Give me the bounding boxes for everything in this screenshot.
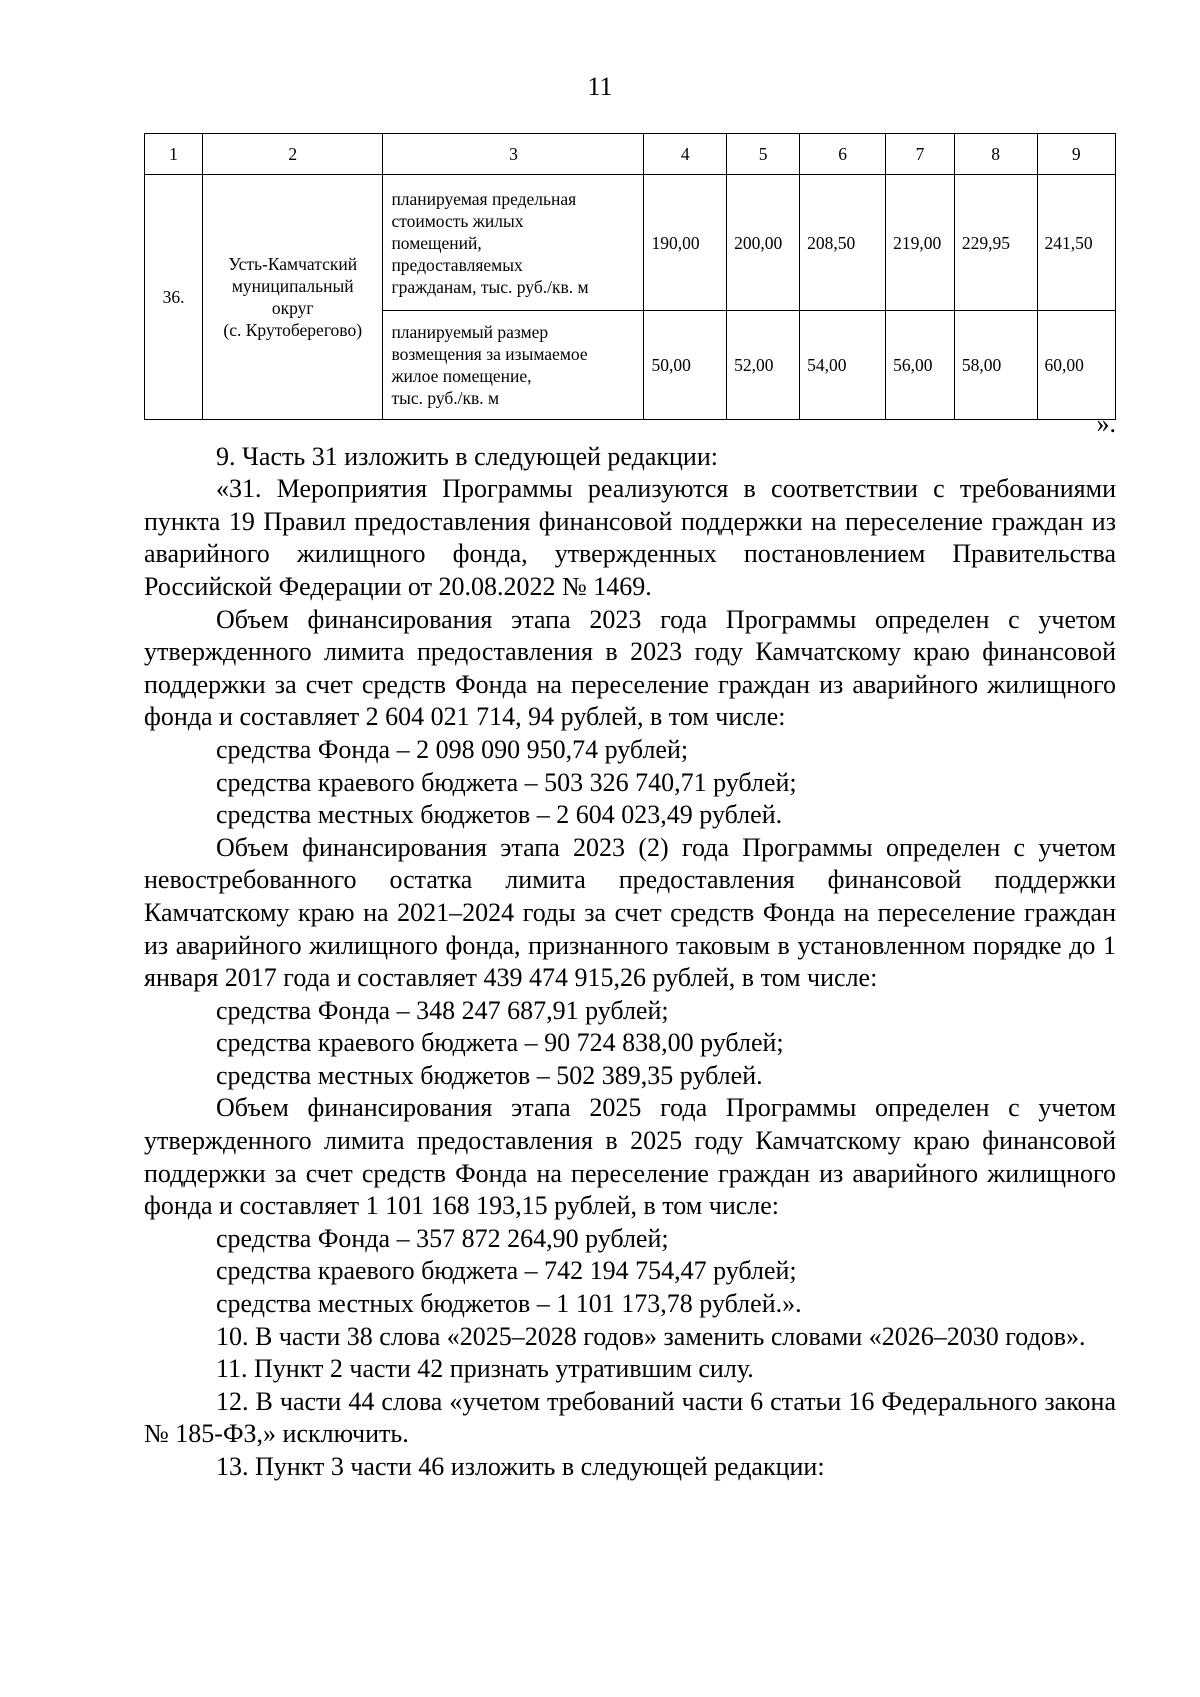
page-number: 11	[587, 72, 613, 101]
value-cell: 208,50	[800, 175, 886, 311]
header-cell: 7	[886, 134, 955, 175]
header-cell: 8	[954, 134, 1037, 175]
funding-item: средства Фонда – 2 098 090 950,74 рублей;	[216, 734, 689, 764]
description-line: предоставляемых	[391, 254, 523, 275]
funding-item: средства местных бюджетов – 1 101 173,78 рублей.».	[216, 1289, 802, 1319]
funding-item: средства Фонда – 357 872 264,90 рублей;	[216, 1223, 669, 1253]
value-cell: 241,50	[1037, 175, 1115, 311]
municipality-line: округ	[271, 298, 314, 318]
value-cell: 200,00	[727, 175, 800, 311]
municipality-line: (с. Крутоберегово)	[223, 320, 363, 340]
indicator-description	[383, 311, 644, 420]
funding-item: средства Фонда – 348 247 687,91 рублей;	[216, 995, 669, 1025]
value-cell: 52,00	[727, 311, 800, 420]
description-line: планируемый размер	[391, 322, 549, 342]
paragraph-9: 9. Часть 31 изложить в следующей редакции:	[216, 441, 718, 471]
paragraph-12: 12. В части 44 слова «учетом требований части 6 статьи 16 Федерального закона № 185-ФЗ,» исключить.	[144, 1386, 1116, 1449]
program-table	[144, 133, 1116, 420]
paragraph-13: 13. Пункт 3 части 46 изложить в следующей редакции:	[216, 1452, 825, 1481]
paragraph-11: 11. Пункт 2 части 42 признать утратившим силу.	[216, 1354, 754, 1384]
paragraph-31: «31. Мероприятия Программы реализуются в соответствии с требованиями пункта 19 Правил предоставления финансовой поддержки на переселение граждан из аварийного жилищного фонда, утвержденных постановлением Правительства Российской Федерации от 20.08.2022 № 1469.	[144, 474, 1116, 601]
value-cell: 56,00	[886, 311, 955, 420]
description-line: стоимость жилых	[391, 210, 524, 231]
document-body	[144, 409, 1116, 1484]
paragraph-stage-2023: Объем финансирования этапа 2023 года Программы определен с учетом утвержденного лимита предоставления в 2023 году Камчатскому краю финансовой поддержки за счет средств Фонда на переселение граждан из аварийного жилищного фонда и составляет 2 604 021 714, 94 рублей, в том числе:	[144, 604, 1116, 732]
value-cell: 229,95	[954, 175, 1037, 311]
header-cell: 4	[644, 134, 727, 175]
header-cell: 1	[145, 134, 203, 175]
header-cell: 6	[800, 134, 886, 175]
row-number: 36.	[162, 287, 185, 307]
description-line: возмещения за изымаемое	[391, 344, 588, 364]
value-cell: 50,00	[644, 311, 727, 420]
header-cell: 2	[203, 134, 383, 175]
paragraph-stage-2025: Объем финансирования этапа 2025 года Программы определен с учетом утвержденного лимита предоставления в 2025 году Камчатскому краю финансовой поддержки за счет средств Фонда на переселение граждан из аварийного жилищного фонда и составляет 1 101 168 193,15 рублей, в том числе:	[144, 1093, 1116, 1221]
funding-item: средства местных бюджетов – 502 389,35 рублей.	[216, 1060, 763, 1090]
row-number-cell	[145, 175, 203, 420]
header-cell: 3	[383, 134, 644, 175]
paragraph-10: 10. В части 38 слова «2025–2028 годов» заменить словами «2026–2030 годов».	[216, 1321, 1086, 1351]
header-cell: 5	[727, 134, 800, 175]
value-cell: 190,00	[644, 175, 727, 311]
description-line: помещений,	[391, 232, 482, 253]
value-cell: 58,00	[954, 311, 1037, 420]
municipality-line: муниципальный	[231, 276, 354, 296]
table-header-row	[145, 134, 1116, 175]
indicator-description	[383, 175, 644, 311]
header-cell: 9	[1037, 134, 1115, 175]
municipality-line: Усть-Камчатский	[228, 254, 358, 274]
description-line: гражданам, тыс. руб./кв. м	[391, 276, 589, 297]
value-cell: 219,00	[886, 175, 955, 311]
municipality-cell	[203, 175, 383, 420]
funding-item: средства краевого бюджета – 503 326 740,71 рублей;	[216, 767, 797, 797]
description-line: тыс. руб./кв. м	[391, 388, 500, 408]
funding-item: средства краевого бюджета – 90 724 838,00 рублей;	[216, 1028, 784, 1058]
funding-item: средства местных бюджетов – 2 604 023,49 рублей.	[216, 800, 783, 830]
value-cell: 60,00	[1037, 311, 1115, 420]
description-line: жилое помещение,	[391, 366, 532, 386]
value-cell: 54,00	[800, 311, 886, 420]
table-closing-quote: ».	[1096, 409, 1116, 438]
funding-item: средства краевого бюджета – 742 194 754,47 рублей;	[216, 1256, 797, 1286]
description-line: планируемая предельная	[391, 188, 577, 209]
paragraph-stage-2023-2: Объем финансирования этапа 2023 (2) года Программы определен с учетом невостребованного остатка лимита предоставления финансовой поддержки Камчатскому краю на 2021–2024 годы за счет средств Фонда на переселение граждан из аварийного жилищного фонда, признанного таковым в установленном порядке до 1 января 2017 года и составляет 439 474 915,26 рублей, в том числе:	[144, 832, 1116, 993]
table-row	[145, 175, 1116, 311]
